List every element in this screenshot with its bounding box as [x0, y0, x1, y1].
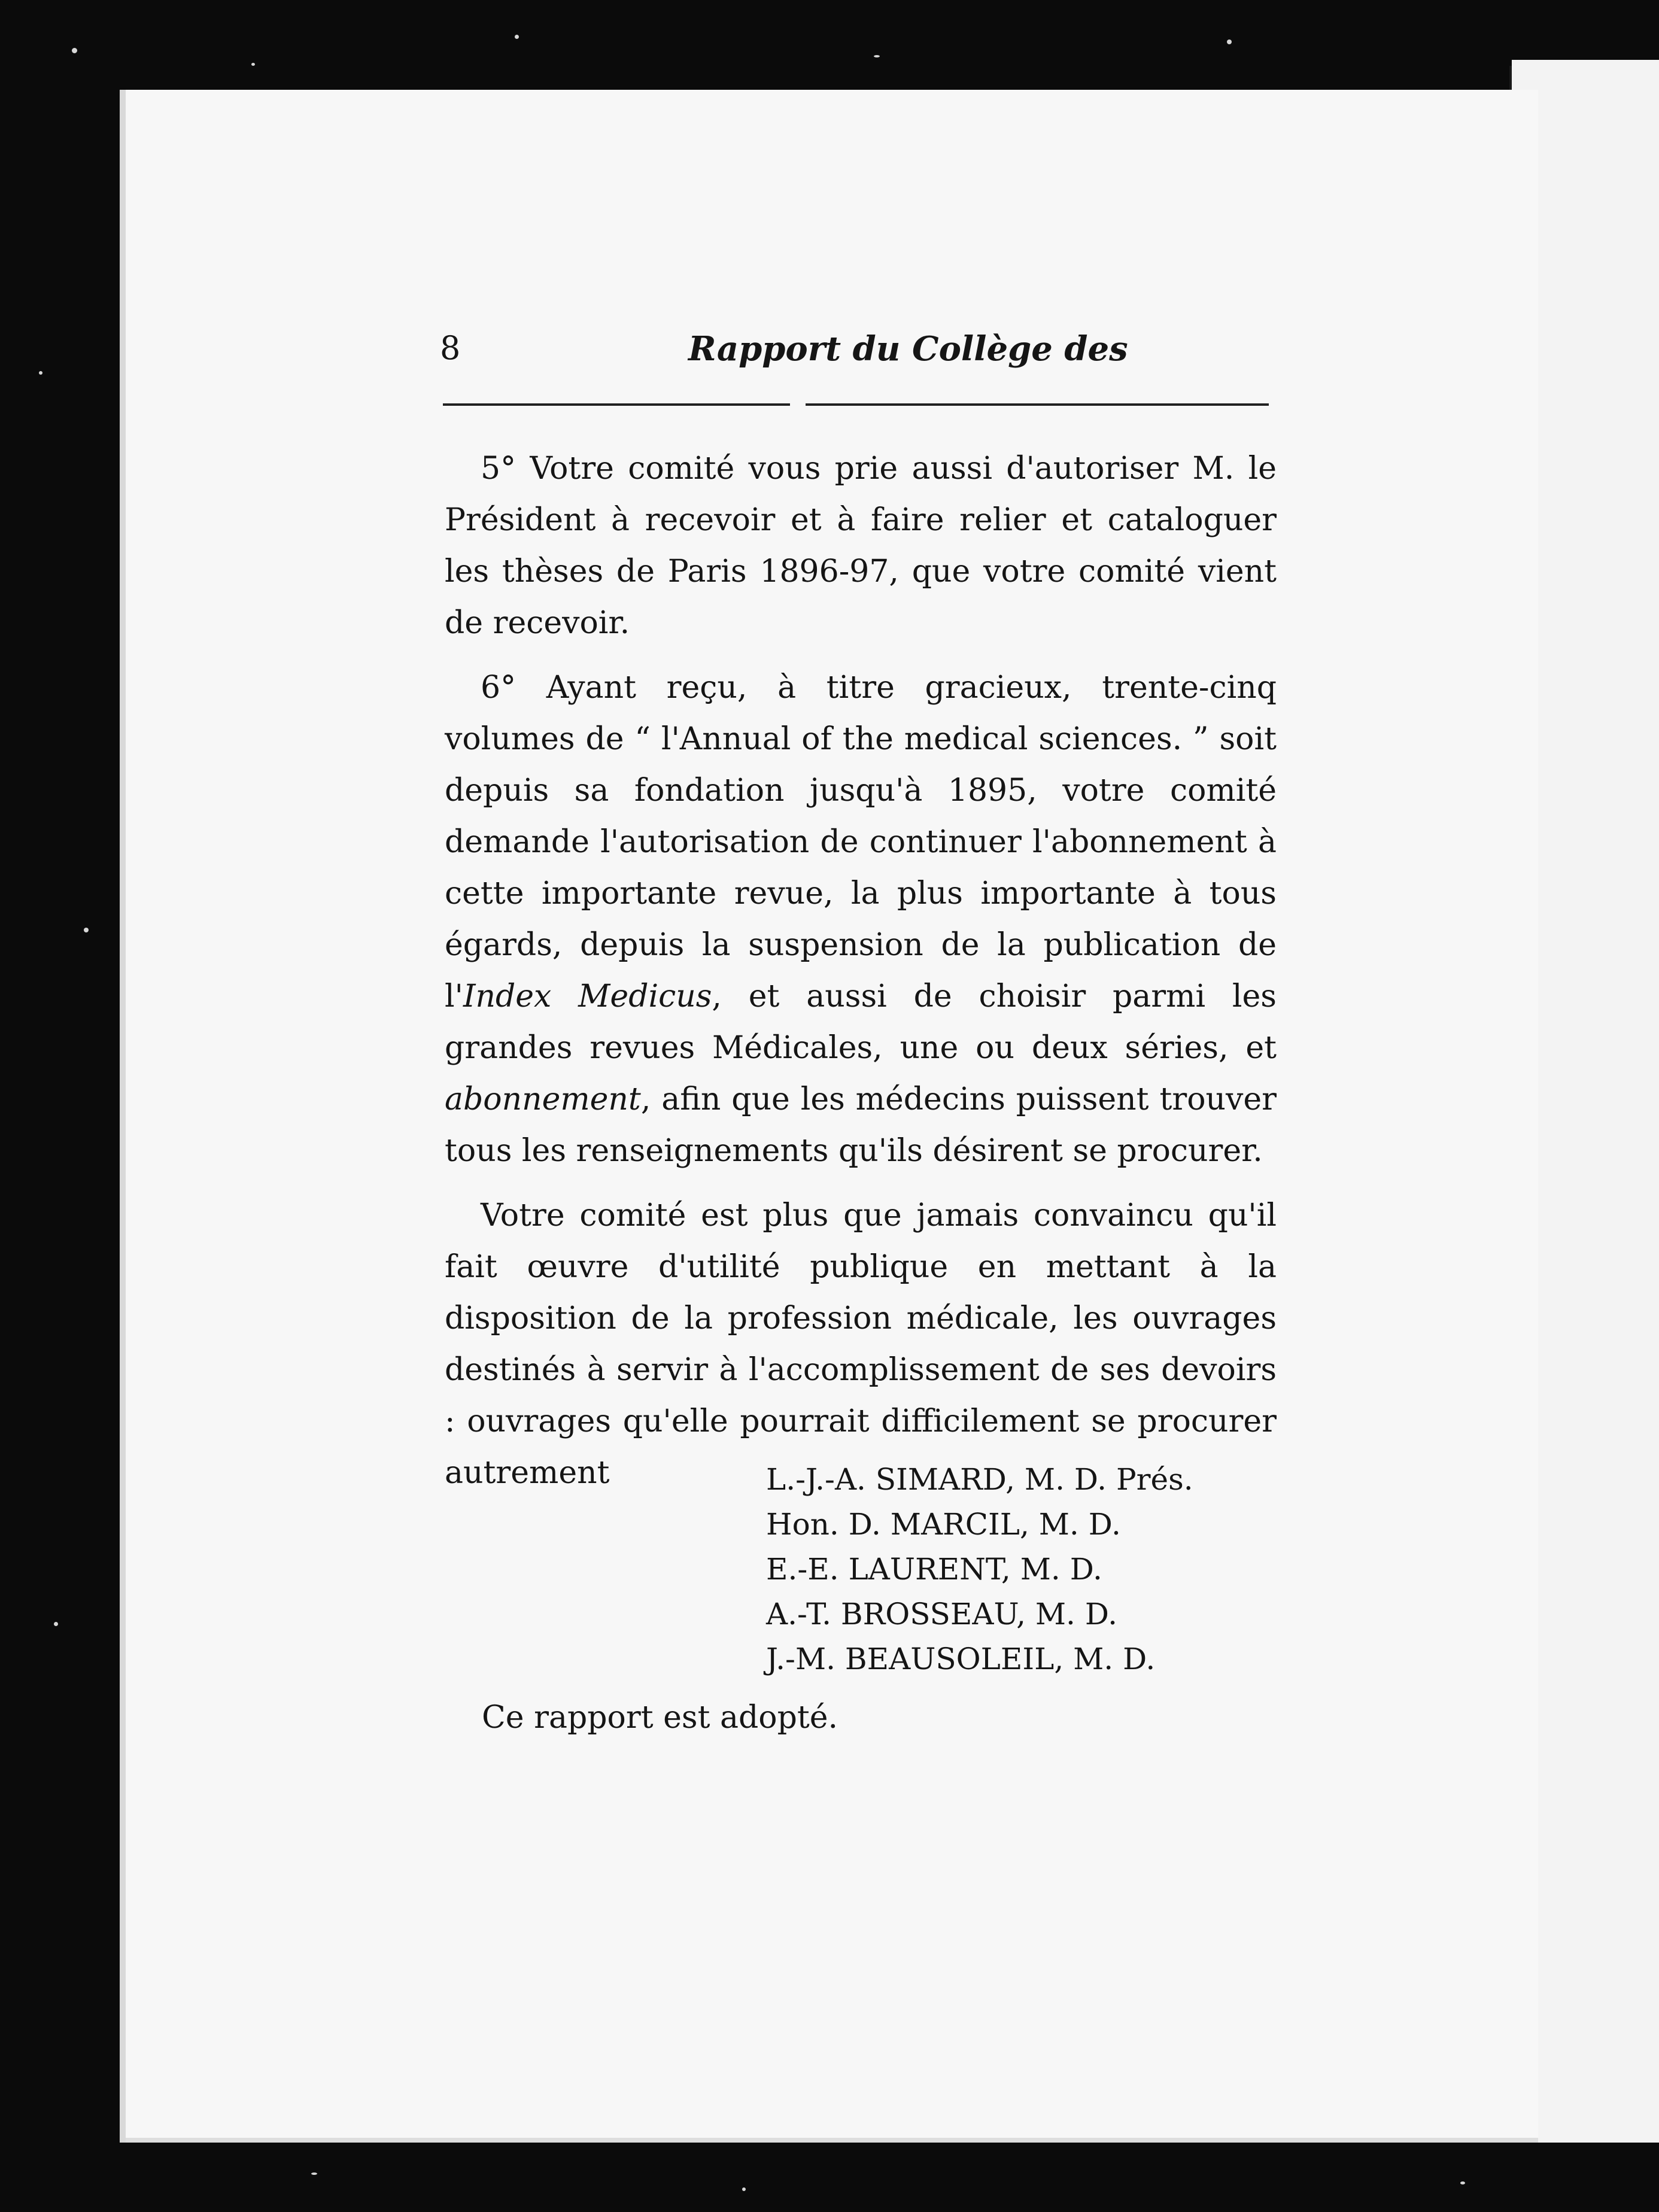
scan-noise [39, 371, 42, 375]
scan-noise [742, 2187, 746, 2191]
body-text [445, 443, 1277, 1512]
paragraph-conclusion [445, 1190, 1277, 1499]
italic-term: abonnement [445, 1081, 641, 1117]
signatory: J.-M. BEAUSOLEIL, M. D. [766, 1642, 1156, 1676]
signatory: Hon. D. MARCIL, M. D. [766, 1507, 1121, 1542]
scan-noise [311, 2172, 317, 2175]
journal-title: Index Medicus [463, 979, 712, 1014]
running-head [320, 323, 1278, 371]
signatories [766, 1457, 1193, 1682]
paragraph-text: Votre comité est plus que jamais convaincu qu'il fait œuvre d'utilité publique en mettant à la disposition de la profession médicale, les ouvrages destinés à servir à l'accomplissement de ses devoirs : ouvrages qu'elle pourrait difficilement se procurer autrement [445, 1198, 1277, 1491]
header-rule [443, 403, 1269, 406]
paragraph-text: 5° Votre comité vous prie aussi d'autoriser M. le Président à recevoir et à faire relier et cataloguer les thèses de Paris 1896-97, que votre comité vient de recevoir. [445, 451, 1277, 641]
page-content [320, 323, 1278, 1736]
page-number: 8 [440, 329, 461, 367]
paragraph-item-5 [445, 443, 1277, 649]
paragraph-text: , afin que les médecins puissent trouver tous les renseignements qu'ils désirent se procurer. [445, 1081, 1277, 1169]
scan-noise [54, 1622, 58, 1626]
signatory: E.-E. LAURENT, M. D. [766, 1552, 1102, 1587]
scan-noise [251, 63, 255, 66]
signatory: A.-T. BROSSEAU, M. D. [766, 1597, 1118, 1631]
paragraph-item-6 [445, 662, 1277, 1177]
scan-noise [1227, 40, 1232, 44]
signatory: L.-J.-A. SIMARD, M. D. Prés. [766, 1462, 1193, 1497]
paragraph-text: , et aussi de choisir parmi les grandes revues Médicales, une ou deux séries, et [445, 979, 1277, 1066]
scan-noise [1460, 2181, 1465, 2184]
scan-noise [874, 55, 880, 57]
scan-noise [84, 928, 89, 932]
scan-noise [72, 48, 77, 53]
scan-noise [515, 35, 519, 39]
closing-note: Ce rapport est adopté. [482, 1700, 838, 1736]
running-title: Rapport du Collège des [688, 329, 1128, 369]
paragraph-text: 6° Ayant reçu, à titre gracieux, trente-cinq volumes de “ l'Annual of the medical sciences. ” soit depuis sa fondation jusqu'à 1895, votre comité demande l'autorisation de continuer l'abonnement à cette importante revue, la plus importante à tous égards, depuis la suspension de la publication de l' [445, 670, 1277, 1014]
